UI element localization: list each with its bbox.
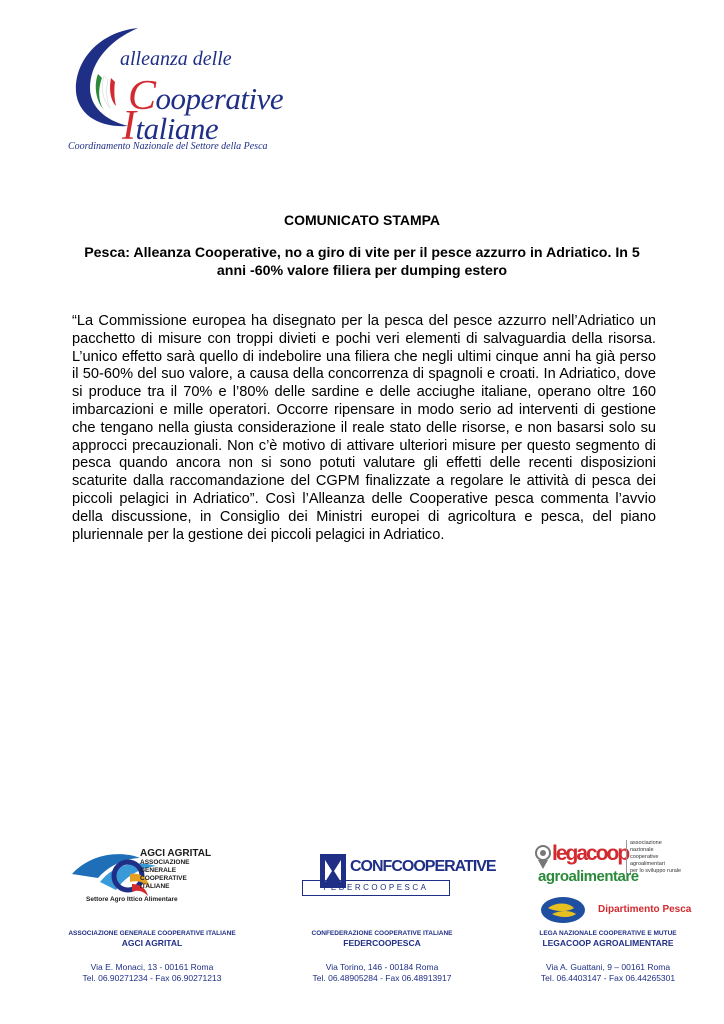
- agci-logo-sector: Settore Agro Ittico Alimentare: [86, 896, 178, 903]
- legacoop-logo-name: legacoop: [552, 842, 629, 865]
- legacoop-assoc-line-4: agroalimentari: [630, 861, 665, 867]
- confcooperative-org-full: CONFEDERAZIONE COOPERATIVE ITALIANE: [311, 930, 453, 937]
- agci-phone: Tel. 06.90271234 - Fax 06.90271213: [82, 973, 222, 983]
- agci-logo-sub-3: COOPERATIVE: [140, 875, 187, 882]
- confcooperative-logo-sub: FEDERCOOPESCA: [302, 880, 450, 896]
- legacoop-org-name: LEGACOOP AGROALIMENTARE: [542, 938, 674, 948]
- footer-agci: [42, 838, 262, 984]
- legacoop-logo-agro: agroalimentare: [538, 868, 639, 885]
- logo-initial-c: C: [128, 73, 156, 119]
- confcooperative-address: Via Torino, 146 - 00184 Roma: [325, 962, 439, 972]
- legacoop-assoc-line-5: per lo sviluppo rurale: [630, 868, 682, 874]
- confcooperative-phone: Tel. 06.48905284 - Fax 06.48913917: [312, 973, 452, 983]
- logo-word-cooperative: ooperative: [155, 81, 284, 116]
- legacoop-phone: Tel. 06.4403147 - Fax 06.44265301: [540, 973, 676, 983]
- logo-word-italiane: taliane: [135, 111, 219, 146]
- agci-logo-sub-1: ASSOCIAZIONE: [140, 859, 190, 866]
- legacoop-logo-dept: Dipartimento Pesca: [598, 904, 692, 915]
- agci-org-full: ASSOCIAZIONE GENERALE COOPERATIVE ITALIANE: [68, 930, 236, 937]
- legacoop-logo: [498, 838, 718, 930]
- legacoop-logo-assoc: [626, 840, 681, 875]
- confcooperative-logo: [272, 838, 496, 930]
- agci-logo-sub-4: ITALIANE: [140, 883, 170, 890]
- agci-logo-text: [140, 848, 211, 891]
- document-body: “La Commissione europea ha disegnato per la pesca del pesce azzurro nell’Adriatico un pacchetto di misure con troppi divieti e pochi veri elementi di salvaguardia della risorsa. L’unico effetto sarà quello di indebolire una filiera che negli ultimi cinque anni ha già perso il 50-60% del suo valore, a causa della concorrenza di spagnoli e croati. In Adriatico, dove si produce tra il 70% e l’80% delle sardine e delle acciughe italiane, operano oltre 160 imbarcazioni e mille operatori. Occorre ripensare in modo serio ad interventi di gestione che tengano nella giusta considerazione il reale stato delle risorse, e non basarsi solo su approcci precauzionali. Non c’è motivo di attivare ulteriori misure per questo segmento di pesca quando ancora non si sono potuti valutare gli effetti delle recenti disposizioni scaturite dalla raccomandazione del CGPM finalizzate a regolare le attività di pesca dei piccoli pelagici in Adriatico”. Così l’Alleanza delle Cooperative pesca commenta l’avvio della discussione, in Consiglio dei Ministri europei di agricoltura e pesca, del piano pluriennale per la gestione dei piccoli pelagici in Adriatico.: [72, 313, 656, 543]
- agci-address: Via E. Monaci, 13 - 00161 Roma: [90, 962, 214, 972]
- footer-confcooperative: [272, 838, 496, 984]
- legacoop-address-block: [498, 962, 718, 984]
- legacoop-org-full: LEGA NAZIONALE COOPERATIVE E MUTUE: [539, 930, 677, 937]
- legacoop-assoc-line-1: associazione: [630, 840, 662, 846]
- legacoop-emblem-icon: [534, 844, 552, 870]
- alleanza-cooperative-logo: [68, 22, 308, 158]
- legacoop-address: Via A. Guattani, 9 – 00161 Roma: [545, 962, 671, 972]
- agci-logo-title: AGCI AGRITAL: [140, 848, 212, 859]
- confcooperative-org-name: FEDERCOOPESCA: [343, 938, 421, 948]
- legacoop-assoc-line-3: cooperative: [630, 854, 659, 860]
- fish-emblem-icon: [540, 896, 586, 924]
- agci-org-name: AGCI AGRITAL: [121, 938, 183, 948]
- document-headline: Pesca: Alleanza Cooperative, no a giro di vite per il pesce azzurro in Adriatico. In 5 anni -60% valore filiera per dumping estero: [84, 245, 640, 279]
- footer-legacoop: [498, 838, 718, 984]
- logo-initial-i: I: [122, 103, 136, 149]
- document-title: COMUNICATO STAMPA: [283, 212, 441, 228]
- agci-logo: [42, 838, 262, 930]
- confcooperative-logo-name: CONFCOOPERATIVE: [350, 858, 496, 875]
- agci-logo-sub-2: GENERALE: [140, 867, 177, 874]
- agci-address-block: [42, 962, 262, 984]
- confcooperative-address-block: [272, 962, 492, 984]
- legacoop-assoc-line-2: nazionale: [630, 847, 654, 853]
- logo-line-1: alleanza delle: [120, 48, 232, 70]
- header-subtitle: Coordinamento Nazionale del Settore della Pesca: [68, 141, 268, 152]
